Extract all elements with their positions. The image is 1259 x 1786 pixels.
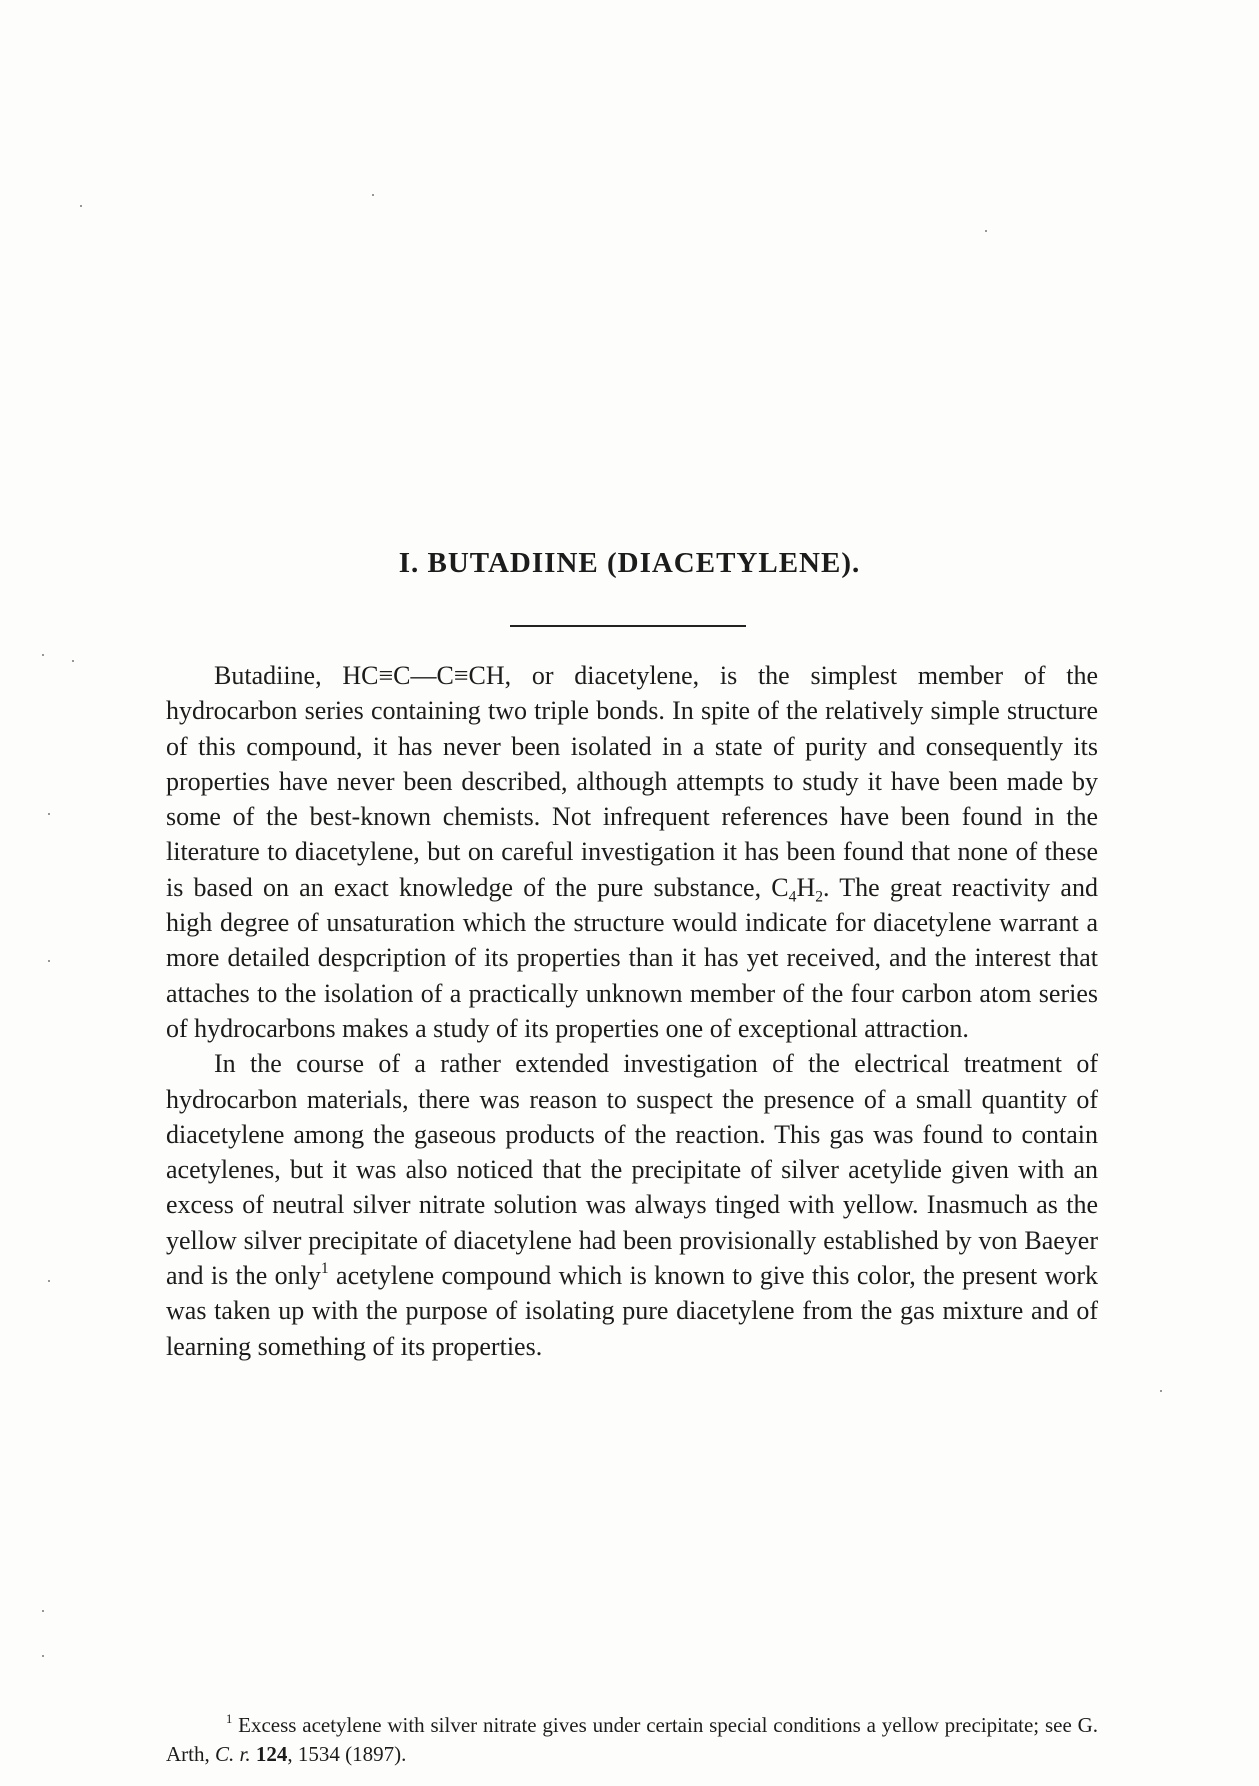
scan-speck — [985, 230, 987, 232]
structural-formula: HC≡C—C≡CH — [342, 661, 505, 690]
scan-speck — [80, 205, 82, 207]
scan-speck — [42, 1655, 44, 1657]
scan-speck — [1160, 1390, 1162, 1392]
chapter-title: I. BUTADIINE (DIACETYLENE). — [398, 547, 861, 579]
footnote-citation-rest: , 1534 (1897). — [287, 1742, 407, 1766]
footnote — [166, 1711, 1098, 1769]
paragraph-1-intro: Butadiine, — [214, 661, 343, 690]
footnote-journal: C. r. — [215, 1742, 251, 1766]
footnote-reference-mark: 1 — [320, 1260, 329, 1278]
footnote-volume: 124 — [255, 1742, 288, 1766]
paragraph-2-text: In the course of a rather extended investigation of the electrical treatment of hydrocarbon materials, there was reason to suspect the presence of a small quantity of diacetylene among the gaseous products of the reaction. This gas was found to contain acetylenes, but it was also noticed that the precipitate of silver acetylide given with an excess of neutral silver nitrate solution was always tinged with yellow. Inasmuch as the yellow silver precipitate of diacetylene had been provisionally established by von Baeyer and is the only — [166, 1049, 1098, 1291]
formula-carbon: C — [771, 872, 789, 902]
scan-speck — [48, 813, 50, 815]
scan-speck — [48, 960, 50, 962]
scan-speck — [42, 654, 44, 656]
scan-speck — [42, 1610, 44, 1612]
paragraph-1-text: , or diacetylene, is the simplest member of the hydrocarbon series containing two triple bonds. In spite of the relatively simple structure of this compound, it has never been isolated in a state of purity and consequently its properties have never been described, although attempts to study it have been made by some of the best-known chemists. Not infrequent references have been found in the literature to diacetylene, but on careful investigation it has been found that none of these is based on an exact knowledge of the pure substance, — [166, 661, 1098, 902]
paragraph-2-continuation: acetylene compound which is known to give this color, the present work was taken up with the purpose of isolating pure diacetylene from the gas mixture and of learning something of its properties. — [166, 1261, 1099, 1361]
formula-hydrogen: H — [796, 872, 816, 902]
paragraph-1 — [166, 658, 1098, 1046]
footnote-mark: 1 — [226, 1712, 233, 1727]
scan-speck — [72, 660, 74, 662]
title-divider — [510, 625, 746, 627]
scan-speck — [48, 1280, 50, 1282]
body-text — [166, 658, 1098, 1364]
paragraph-2 — [166, 1046, 1098, 1364]
formula-hydrogen-subscript: 2 — [815, 888, 824, 906]
scan-speck — [372, 194, 374, 196]
footnote-text: Excess acetylene with silver nitrate gives under certain special conditions a yellow precipitate; see G. Arth, — [166, 1713, 1098, 1766]
paragraph-1-continuation: . The great reactivity and high degree of unsaturation which the structure would indicate for diacetylene warrant a more detailed despcription of its properties than it has yet received, and the interest that attaches to the isolation of a practically unknown member of the four carbon atom series of hydrocarbons makes a study of its properties one of exceptional attraction. — [166, 872, 1098, 1043]
formula-carbon-subscript: 4 — [788, 888, 797, 906]
